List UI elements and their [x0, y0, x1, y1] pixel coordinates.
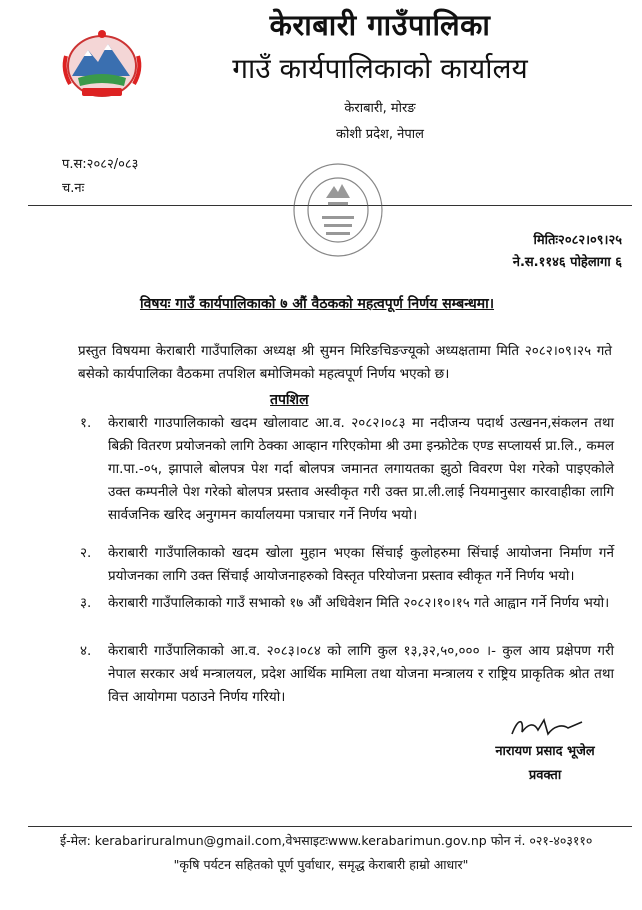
decision-text: केराबारी गाउँपालिकाको गाउँ सभाको १७ औं अधिवेशन मिति २०८२।१०।१५ गते आह्वान गर्ने निर्णय भयो। [108, 595, 610, 611]
website-label: ,वेभसाइटः [281, 833, 328, 848]
letter-reference-number: प.स:२०८२/०८३ [62, 157, 139, 172]
decision-number: ३. [80, 595, 92, 611]
decision-item [80, 640, 614, 709]
office-seal-stamp [290, 160, 386, 260]
decision-number: १. [80, 415, 92, 431]
handwritten-signature [508, 714, 588, 740]
nepal-emblem-logo [58, 26, 146, 102]
decision-text: केराबारी गाउपालिकाको खदम खोलावाट आ.व. २०८२।०८३ मा नदीजन्य पदार्थ उत्खनन,संकलन तथा बिक्री वितरण प्रयोजनको लागि ठेक्का आव्हान गरिएकोमा श्री उमा इन्फ्रोटेक एण्ड सप्लायर्स प्रा.लि., कमल गा.पा.-०५, झापाले बोलपत्र पेश गर्दा बोलपत्र जमानत लगायतका झुठो विवरण पेश गरेको पाइएकोले उक्त कम्पनीले पेश गरेको बोलपत्र प्रस्ताव अस्वीकृत गरी उक्त प्रा.ली.लाई नियमानुसार कारवाहीका लागि सार्वजनिक खरिद अनुगमन कार्यालयमा पत्राचार गर्ने निर्णय भयो। [108, 415, 614, 523]
footer-divider [28, 826, 632, 827]
dispatch-number: च.नः [62, 181, 85, 196]
municipality-name: केराबारी गाउँपालिका [269, 8, 491, 42]
decision-number: २. [80, 545, 92, 561]
letter-date: मितिः२०८२।०९।२५ [533, 233, 622, 248]
footer-contact [60, 832, 592, 849]
decision-item [80, 592, 614, 615]
phone-number: ०२१-४०३११० [529, 833, 593, 848]
decision-item [80, 542, 614, 588]
email-link[interactable]: kerabariruralmun@gmail.com [94, 833, 282, 848]
website-link[interactable]: www.kerabarimun.gov.np [327, 833, 487, 848]
signatory-name: नारायण प्रसाद भूजेल [495, 744, 595, 759]
details-heading: तपशिल [270, 392, 309, 408]
nepal-sambat-date: ने.स.११४६ पोहेलागा ६ [512, 255, 622, 270]
intro-paragraph: प्रस्तुत विषयमा केराबारी गाउँपालिका अध्यक्ष श्री सुमन मिरिङचिङज्यूको अध्यक्षतामा मिति २०८२।०९।२५ गते बसेको कार्यपालिका वैठकमा तपशिल बमोजिमको महत्वपूर्ण निर्णय भएको छ। [78, 343, 612, 382]
decision-text: केराबारी गाउँपालिकाको खदम खोला मुहान भएका सिंचाई कुलोहरुमा सिंचाई आयोजना निर्माण गर्ने प्रयोजनका लागि उक्त सिंचाई आयोजनाहरुको विस्तृत परियोजना प्रस्ताव स्वीकृत गर्ने निर्णय भयो। [108, 545, 614, 584]
address-line-1: केराबारी, मोरङ [344, 101, 416, 116]
phone-label: फोन नं. [490, 833, 526, 848]
decision-text: केराबारी गाउँपालिकाको आ.व. २०८३।०८४ को लागि कुल १३,३२,५०,००० ।- कुल आय प्रक्षेपण गरी नेपाल सरकार अर्थ मन्त्रालयल, प्रदेश आर्थिक मामिला तथा योजना मन्त्रालय र राष्ट्रिय प्राकृतिक श्रोत तथा वित्त आयोगमा पठाउने निर्णय गरियो। [108, 643, 614, 705]
footer-motto: "कृषि पर्यटन सहितको पूर्ण पुर्वाधार, समृद्ध केराबारी हाम्रो आधार" [173, 857, 469, 872]
office-name: गाउँ कार्यपालिकाको कार्यालय [232, 52, 528, 85]
letter-subject: विषयः गाउँ कार्यपालिकाको ७ औं वैठकको महत्वपूर्ण निर्णय सम्बन्धमा। [140, 296, 495, 312]
address-line-2: कोशी प्रदेश, नेपाल [336, 127, 424, 142]
decision-item [80, 412, 614, 527]
signatory-title: प्रवक्ता [528, 768, 562, 783]
decision-number: ४. [80, 643, 92, 659]
email-label: ई-मेल: [60, 833, 91, 848]
